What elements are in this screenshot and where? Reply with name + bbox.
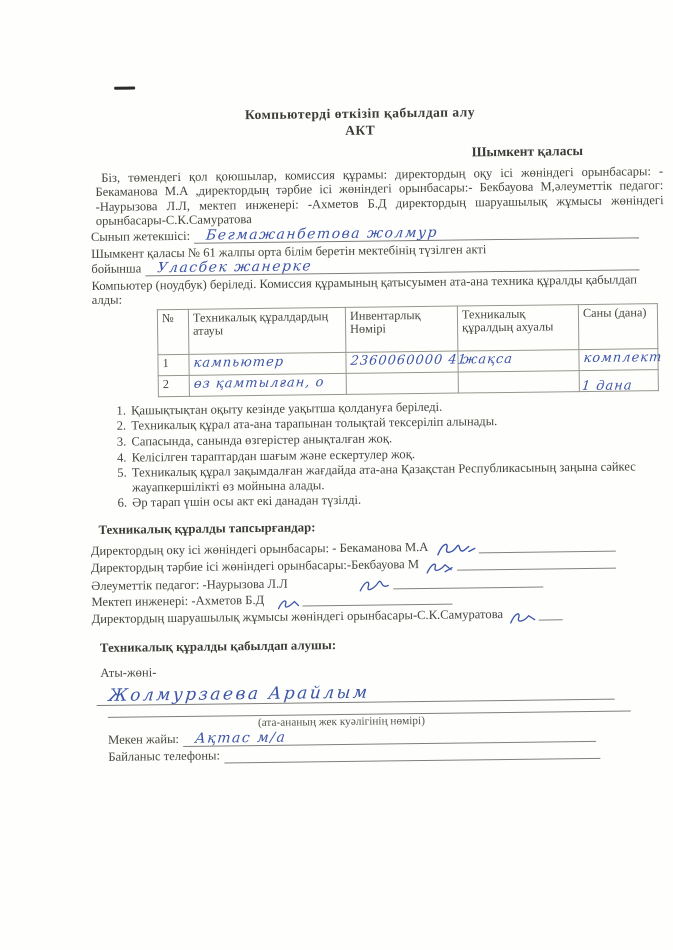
address-label: Мекен жайы: [108,731,180,747]
term-item: 3. Сапасында, санында өзгерістер анықталған жоқ. [129,428,654,449]
address-handwritten: Ақтас м/а [194,729,287,747]
table-header-row [157,303,658,354]
basis-handwritten: Уласбек жанерке [156,258,313,277]
class-teacher-label: Сынып жетекшісі: [90,228,191,244]
city-label: Шымкент қаласы [471,143,584,160]
row2-condition [458,370,579,392]
receiver-name-handwritten: Жолмурзаева Арайлым [107,682,371,706]
receiver-heading: Техникалық құралды қабылдап алушы: [99,638,337,655]
row1-condition: жақса [458,349,579,371]
row1-quantity: комплект [579,348,658,370]
row2-name: өз қамтылған, о [189,373,346,396]
col-equipment-name: Техникалық құралдардың атауы [188,307,346,354]
signature-ink [509,610,537,626]
intro-paragraph: Біз, төмендегі қол қоюшылар, комиссия құрамы: директордың оқу ісі жөніндегі орынбасары: - Бекаманова М.А ,директордың тәрбие ісі жөніндегі орынбасары:- Бекбауова М,әлеуметтік педагог: -Наурызова Л.Л, мектеп инженері: -Ахметов Б.Д директордың шаруашылық жұмысы жөніндегі орынбасары-С.К.Самуратова [95,164,664,229]
signature-row: Мектеп инженері: -Ахметов Б.Д [91,588,616,609]
col-quantity: Саны (дана) [578,303,658,349]
row2-quantity: 1 дана [579,369,658,391]
document-title [0,102,671,143]
title-line-2: АКТ [345,122,376,138]
basis-label: бойынша [91,261,142,277]
signature-underline [539,607,563,620]
signature-ink [358,577,392,594]
id-number-note: (ата-ананың жек куәлігінің нөмірі) [257,714,426,730]
term-item: 5. Техникалық құрал зақымдалған жағдайда ата-ана Қазақстан Республикасының заңына сәйкес жауапкершілікті өз мойнына алады. [130,459,655,495]
terms-list [1,397,655,512]
term-item: 4. Келісілген тараптардан шағым және ескертулер жоқ. [130,444,655,465]
phone-underline [224,743,601,764]
signature-row: Әлеуметтік педагог: -Наурызова Л.Л [91,570,616,593]
pen-mark [114,86,135,89]
signature-ink [276,597,300,612]
term-item: 6. Әр тарап үшін осы акт екі данадан түзілді. [130,490,655,511]
row2-number: 2 [158,375,189,396]
equipment-table [157,303,664,397]
class-teacher-handwritten: Бегмажанбетова жолмур [205,224,439,244]
computer-paragraph: Компьютер (ноудбук) беріледі. Комиссия құрамының қатысуымен ата-ана техника құралды қабылдап алды: [91,272,638,308]
row1-number: 1 [158,354,189,375]
term-item: 1. Қашықтықтан оқыту кезінде уақытша қолдануға беріледі. [129,397,654,418]
signature-underline [478,539,616,554]
term-item: 2. Техникалық құрал ата-ана тарапынан толықтай тексеріліп алынады. [129,413,654,434]
phone-label: Байланыс телефоны: [108,748,221,764]
receiver-name-underline [96,677,614,706]
row1-inventory: 2360060000 41 [346,351,458,373]
handover-heading: Техникалық құралды тапсырғандар: [98,520,316,537]
row2-inventory [346,372,458,394]
signature-row: Директордың тәрбие ісі жөніндегі орынбасары:-Бекбауова М [91,553,616,575]
title-line-1: Компьютерді өткізіп қабылдап алу [244,104,476,123]
signature-underline [457,556,616,571]
school-line: Шымкент қаласы № 61 жалпы орта білім беретін мектебінің түзілген акті [91,241,487,261]
receiver-name-label: Аты-жөні- [100,665,157,680]
row1-name: кампьютер [189,352,346,375]
col-condition: Техникалық құралдың ахуалы [457,304,579,350]
signature-underline [394,575,544,590]
signature-row: Директордың шаруашылық жұмысы жөніндегі орынбасары-С.К.Самуратова [92,604,617,626]
col-number: № [157,309,189,354]
signature-row: Директордың оку ісі жөніндегі орынбасары: - Бекаманова М.А [91,534,616,558]
col-inventory-number: Инвентарлық Нөмірі [345,306,458,352]
signature-ink [434,540,476,559]
receiver-name-row [92,677,614,706]
signature-ink [425,560,455,576]
